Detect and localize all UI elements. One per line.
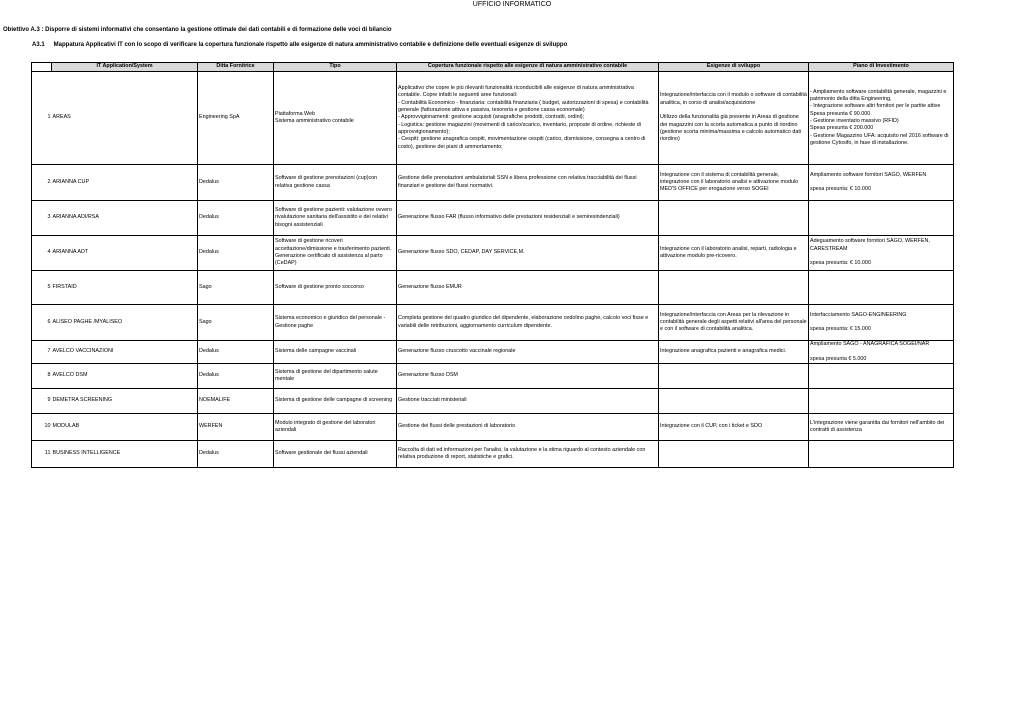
objective-heading: Obiettivo A.3 : Disporre di sistemi informativi che consentano la gestione ottimale dei dati contabili e di formazione delle voci di bilancio <box>3 27 392 33</box>
copertura-funzionale-cell: Gestione tracciati ministeriali <box>397 388 659 413</box>
esigenze-sviluppo-cell: Integrazione/interfaccia con Areas per la rilevazione in contabilità generale degli aspetti relativi all'area del personale e con il software di contabilità analitica. <box>659 305 809 341</box>
esigenze-sviluppo-cell: Integrazione/interfaccia con il modulo o software di contabilità analitica, in corso di analisi/acquisizione Utilizzo della funzionalità già presente in Areas di gestione dei magazzini con la scorta automatica a punto di riordino (gestione scorta minima/massima e calcolo automatico dati riordino) <box>659 72 809 165</box>
ditta-fornitrice-cell: Dedalus <box>198 341 274 364</box>
ditta-fornitrice-cell: NOEMALIFE <box>198 388 274 413</box>
row-number: 3 <box>32 201 52 236</box>
piano-investimento-cell: Ampliamento software fornitori SAGO, WERFEN spesa presunta: € 10.000 <box>809 165 954 201</box>
header-esigenze-sviluppo: Esigenze di sviluppo <box>659 63 809 72</box>
table-row <box>32 388 954 413</box>
it-application-cell: FIRSTAID <box>52 271 198 305</box>
piano-investimento-cell <box>809 201 954 236</box>
table-row <box>32 236 954 271</box>
esigenze-sviluppo-cell <box>659 440 809 467</box>
copertura-funzionale-cell: Completa gestione del quadro giuridico del dipendente, elaborazione cedolino paghe, calcolo voci fisse e variabili delle retribuzioni, aggiornamento curriculum dipendente. <box>397 305 659 341</box>
tipo-cell: Software di gestione pazienti: valutazione ovvero rivalutazione sanitaria dell'assistito e dei relativi bisogni assistenziali <box>274 201 397 236</box>
tipo-cell: Software di gestione ricoveri accettazione/dimissione e trasferimento pazienti. Generazione certificato di assistenza al parto (CeDAP) <box>274 236 397 271</box>
subsection-number: A3.1 <box>32 42 45 48</box>
subsection-title: Mappatura Applicativi IT con lo scopo di verificare la copertura funzionale rispetto alle esigenze di natura amministrativo contabile e definizione delle eventuali esigenze di sviluppo <box>53 42 568 48</box>
esigenze-sviluppo-cell: Integrazione con il sistema di contabilità generale, integrazione con il laboratorio analisi e attivazione modulo MED'S OFFICE per erogazione verso SOGEI <box>659 165 809 201</box>
subsection-heading <box>32 42 567 48</box>
row-number: 9 <box>32 388 52 413</box>
table-row <box>32 363 954 388</box>
ditta-fornitrice-cell: Dedalus <box>198 440 274 467</box>
esigenze-sviluppo-cell: Integrazione con il laboratorio analisi, reparti, radiologia e attivazione modulo pre-ricovero. <box>659 236 809 271</box>
esigenze-sviluppo-cell <box>659 388 809 413</box>
ditta-fornitrice-cell: Dedalus <box>198 236 274 271</box>
header-piano-investimento: Piano di Investimento <box>809 63 954 72</box>
esigenze-sviluppo-cell: Integrazione anagrafica pazienti e anagrafica medici. <box>659 341 809 364</box>
it-application-cell: ARIANNA ADT <box>52 236 198 271</box>
ditta-fornitrice-cell: WERFEN <box>198 413 274 440</box>
it-application-cell: MODULAB <box>52 413 198 440</box>
piano-investimento-cell <box>809 440 954 467</box>
table-row <box>32 165 954 201</box>
tipo-cell: Software gestionale dei flussi aziendali <box>274 440 397 467</box>
piano-investimento-cell: Adeguamento software fornitori SAGO, WERFEN, CARESTREAM spesa presunta: € 10.000 <box>809 236 954 271</box>
copertura-funzionale-cell: Generazione flusso DSM <box>397 363 659 388</box>
it-application-cell: DEMETRA SCREENING <box>52 388 198 413</box>
tipo-cell: Piattaforma Web Sistema amministrativo contabile <box>274 72 397 165</box>
copertura-funzionale-cell: Gestione dei flussi delle prestazioni di laboratorio <box>397 413 659 440</box>
row-number: 7 <box>32 341 52 364</box>
piano-investimento-cell <box>809 388 954 413</box>
tipo-cell: Sistema di gestione del dipartimento salute mentale <box>274 363 397 388</box>
esigenze-sviluppo-cell <box>659 271 809 305</box>
tipo-cell: Sistema delle campagne vaccinali <box>274 341 397 364</box>
row-number: 11 <box>32 440 52 467</box>
ditta-fornitrice-cell: Dedalus <box>198 165 274 201</box>
row-number: 10 <box>32 413 52 440</box>
it-application-cell: ALISEO PAGHE /MYALISEO <box>52 305 198 341</box>
row-number: 1 <box>32 72 52 165</box>
ditta-fornitrice-cell: Sago <box>198 271 274 305</box>
table-row <box>32 72 954 165</box>
tipo-cell: Sistema di gestione delle campagne di screening <box>274 388 397 413</box>
header-tipo: Tipo <box>274 63 397 72</box>
it-application-cell: BUSINESS INTELLIGENCE <box>52 440 198 467</box>
it-application-cell: AVELCO VACCINAZIONI <box>52 341 198 364</box>
tipo-cell: Software di gestione prenotazioni (cup)con relativa gestione cassa <box>274 165 397 201</box>
table-header-row <box>32 63 954 72</box>
piano-investimento-cell: L'integrazione viene garantita dai fornitori nell'ambito dei contratti di assistenza <box>809 413 954 440</box>
piano-investimento-cell <box>809 271 954 305</box>
table-row <box>32 201 954 236</box>
row-number: 2 <box>32 165 52 201</box>
it-application-cell: ARIANNA CUP <box>52 165 198 201</box>
ditta-fornitrice-cell: Dedalus <box>198 363 274 388</box>
tipo-cell: Software di gestione pronto soccorso <box>274 271 397 305</box>
tipo-cell: Modulo integrato di gestione dei laboratori aziendali <box>274 413 397 440</box>
page-title: UFFICIO INFORMATICO <box>472 1 552 8</box>
piano-investimento-cell: Ampliamento SAGO - ANAGRAFICA SOGEI/NAR spesa presunta € 5.000 <box>809 341 954 364</box>
copertura-funzionale-cell: Generazione flusso cruscotto vaccinale regionale <box>397 341 659 364</box>
it-application-cell: AVELCO DSM <box>52 363 198 388</box>
table-row <box>32 413 954 440</box>
ditta-fornitrice-cell: Dedalus <box>198 201 274 236</box>
table-row <box>32 305 954 341</box>
esigenze-sviluppo-cell <box>659 363 809 388</box>
esigenze-sviluppo-cell: Integrazione con il CUP, con i ticket e SDO <box>659 413 809 440</box>
it-application-cell: ARIANNA ADI/RSA <box>52 201 198 236</box>
header-index-cell <box>32 63 52 72</box>
copertura-funzionale-cell: Generazione flusso EMUR <box>397 271 659 305</box>
table-row <box>32 440 954 467</box>
header-it-application: IT Application/System <box>52 63 198 72</box>
copertura-funzionale-cell: Applicativo che copre le più rilevanti funzionalità riconducibili alle esigenze di natura amministrativa contabile. Copre infatti le seguenti aree funzionali: - Contabilità Economico - finanziaria: contabilità finanziaria ( budget, autorizzazioni di spesa) e contabilità generale (fatturazione attiva e passiva, tesoreria e gestione cassa economale) - Approvvigionamenti: gestione acquisti (anagrafiche prodotti, contratti, ordini); - Logistica: gestione magazzini (movimenti di carico/scarico, inventario, proposte di ordine, richieste di approvvigionamento); - Cespiti: gestione anagrafica cespiti, movimentazione cespiti (carico, dismissione, consegna a centro di costo), gestione dei piani di ammortamento; <box>397 72 659 165</box>
copertura-funzionale-cell: Gestione delle prenotazioni ambulatoriali SSN e libera professione con relativa tracciabilità dei flussi finanziari e gestione dei flussi normativi. <box>397 165 659 201</box>
piano-investimento-cell <box>809 363 954 388</box>
row-number: 8 <box>32 363 52 388</box>
copertura-funzionale-cell: Generazione flusso FAR (flusso informativo delle prestazioni residenziali e semiresindenziali) <box>397 201 659 236</box>
header-ditta-fornitrice: Ditta Fornitrice <box>198 63 274 72</box>
ditta-fornitrice-cell: Sago <box>198 305 274 341</box>
esigenze-sviluppo-cell <box>659 201 809 236</box>
row-number: 5 <box>32 271 52 305</box>
it-application-cell: AREAS <box>52 72 198 165</box>
ditta-fornitrice-cell: Engineering SpA <box>198 72 274 165</box>
piano-investimento-cell: Interfacciamento SAGO-ENGINEERING spesa presunta: € 15.000 <box>809 305 954 341</box>
table-row <box>32 271 954 305</box>
row-number: 6 <box>32 305 52 341</box>
applications-table <box>31 62 954 468</box>
tipo-cell: Sistema economico e giuridico del personale - Gestione paghe <box>274 305 397 341</box>
row-number: 4 <box>32 236 52 271</box>
table-row <box>32 341 954 364</box>
piano-investimento-cell: - Ampliamento software contabilità generale, magazzini e patrimonio della ditta Engineering, - Integrazione software altri fornitori per le partite attive Spesa presunta € 90.000 - Gestione inventario massivo (RFID) Spesa presunta € 200.000 - Gestione Magazzino UFA: acquisito nel 2016 software di gestione Cytosifo, in fase di installazione. <box>809 72 954 165</box>
header-copertura-funzionale: Copertura funzionale rispetto alle esigenze di natura amministrativo contabile <box>397 63 659 72</box>
copertura-funzionale-cell: Raccolta di dati ed informazioni per l'analisi, la valutazione e la stima riguardo al contesto aziendale con relativa produzione di report, statistiche e grafici. <box>397 440 659 467</box>
copertura-funzionale-cell: Generazione flusso SDO, CEDAP, DAY SERVICE,M. <box>397 236 659 271</box>
